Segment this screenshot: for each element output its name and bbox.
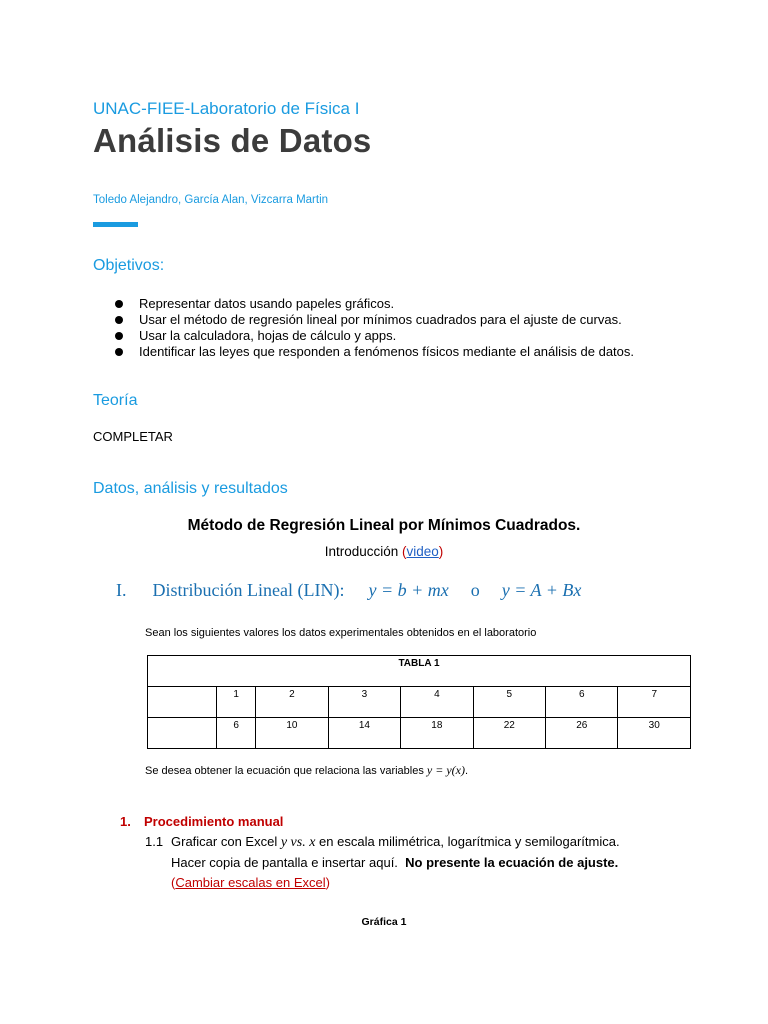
table-cell: 6	[546, 687, 618, 718]
datos-heading: Datos, análisis y resultados	[93, 480, 288, 497]
table-row	[148, 687, 691, 718]
teoria-heading: Teoría	[93, 392, 138, 409]
section-numeral: I.	[116, 580, 127, 600]
authors-line: Toledo Alejandro, García Alan, Vizcarra Martin	[93, 194, 329, 206]
table-cell: 2	[256, 687, 328, 718]
list-item: Usar la calculadora, hojas de cálculo y apps.	[93, 328, 634, 344]
objetivos-list	[93, 296, 634, 360]
table-cell: 10	[256, 718, 328, 749]
excel-scale-link-line: (Cambiar escalas en Excel)	[171, 875, 330, 890]
table-cell: 3	[328, 687, 400, 718]
equation-conjunction: o	[470, 580, 480, 600]
table-intro: Sean los siguientes valores los datos experimentales obtenidos en el laboratorio	[145, 627, 537, 639]
table-cell	[148, 718, 217, 749]
table-title: TABLA 1	[148, 656, 691, 687]
bullet-icon	[115, 332, 123, 340]
bullet-icon	[115, 316, 123, 324]
table-row	[148, 718, 691, 749]
method-title: Método de Regresión Lineal por Mínimos Cuadrados.	[187, 517, 581, 534]
procedure-heading: Procedimiento manual	[144, 814, 284, 829]
equation-note: Se desea obtener la ecuación que relaciona las variables y = y(x).	[145, 763, 469, 777]
grafica-label: Gráfica 1	[361, 916, 407, 928]
table-cell: 1	[217, 687, 256, 718]
list-item: Representar datos usando papeles gráficos.	[93, 296, 634, 312]
accent-divider	[93, 222, 138, 227]
table-cell: 22	[473, 718, 545, 749]
table-cell: 5	[473, 687, 545, 718]
equation-2: y = A + Bx	[501, 580, 582, 600]
excel-scale-link[interactable]: Cambiar escalas en Excel	[175, 875, 326, 890]
step-number: 1.1	[145, 834, 164, 849]
objetivos-heading: Objetivos:	[93, 257, 165, 274]
table-cell: 26	[546, 718, 618, 749]
teoria-text: COMPLETAR	[93, 429, 173, 444]
intro-line: Introducción (video)	[324, 544, 444, 559]
section-heading	[116, 580, 581, 601]
table-cell	[148, 687, 217, 718]
list-item: Identificar las leyes que responden a fenómenos físicos mediante el análisis de datos.	[93, 344, 634, 360]
table-cell: 30	[618, 718, 691, 749]
step-line-1: Graficar con Excel y vs. x en escala milimétrica, logarítmica y semilogarítmica.	[171, 834, 620, 850]
document-subtitle: UNAC-FIEE-Laboratorio de Física I	[93, 99, 360, 118]
table-cell: 14	[328, 718, 400, 749]
section-label: Distribución Lineal (LIN):	[152, 580, 345, 600]
document-title: Análisis de Datos	[93, 122, 372, 159]
bullet-icon	[115, 300, 123, 308]
list-item: Usar el método de regresión lineal por mínimos cuadrados para el ajuste de curvas.	[93, 312, 634, 328]
video-link[interactable]: video	[406, 544, 439, 559]
step-line-2: Hacer copia de pantalla e insertar aquí. No presente la ecuación de ajuste.	[171, 855, 619, 870]
table-cell: 7	[618, 687, 691, 718]
equation-1: y = b + mx	[368, 580, 449, 600]
data-table	[147, 655, 691, 749]
procedure-number: 1.	[120, 814, 131, 829]
table-cell: 4	[401, 687, 473, 718]
table-cell: 18	[401, 718, 473, 749]
bullet-icon	[115, 348, 123, 356]
table-cell: 6	[217, 718, 256, 749]
